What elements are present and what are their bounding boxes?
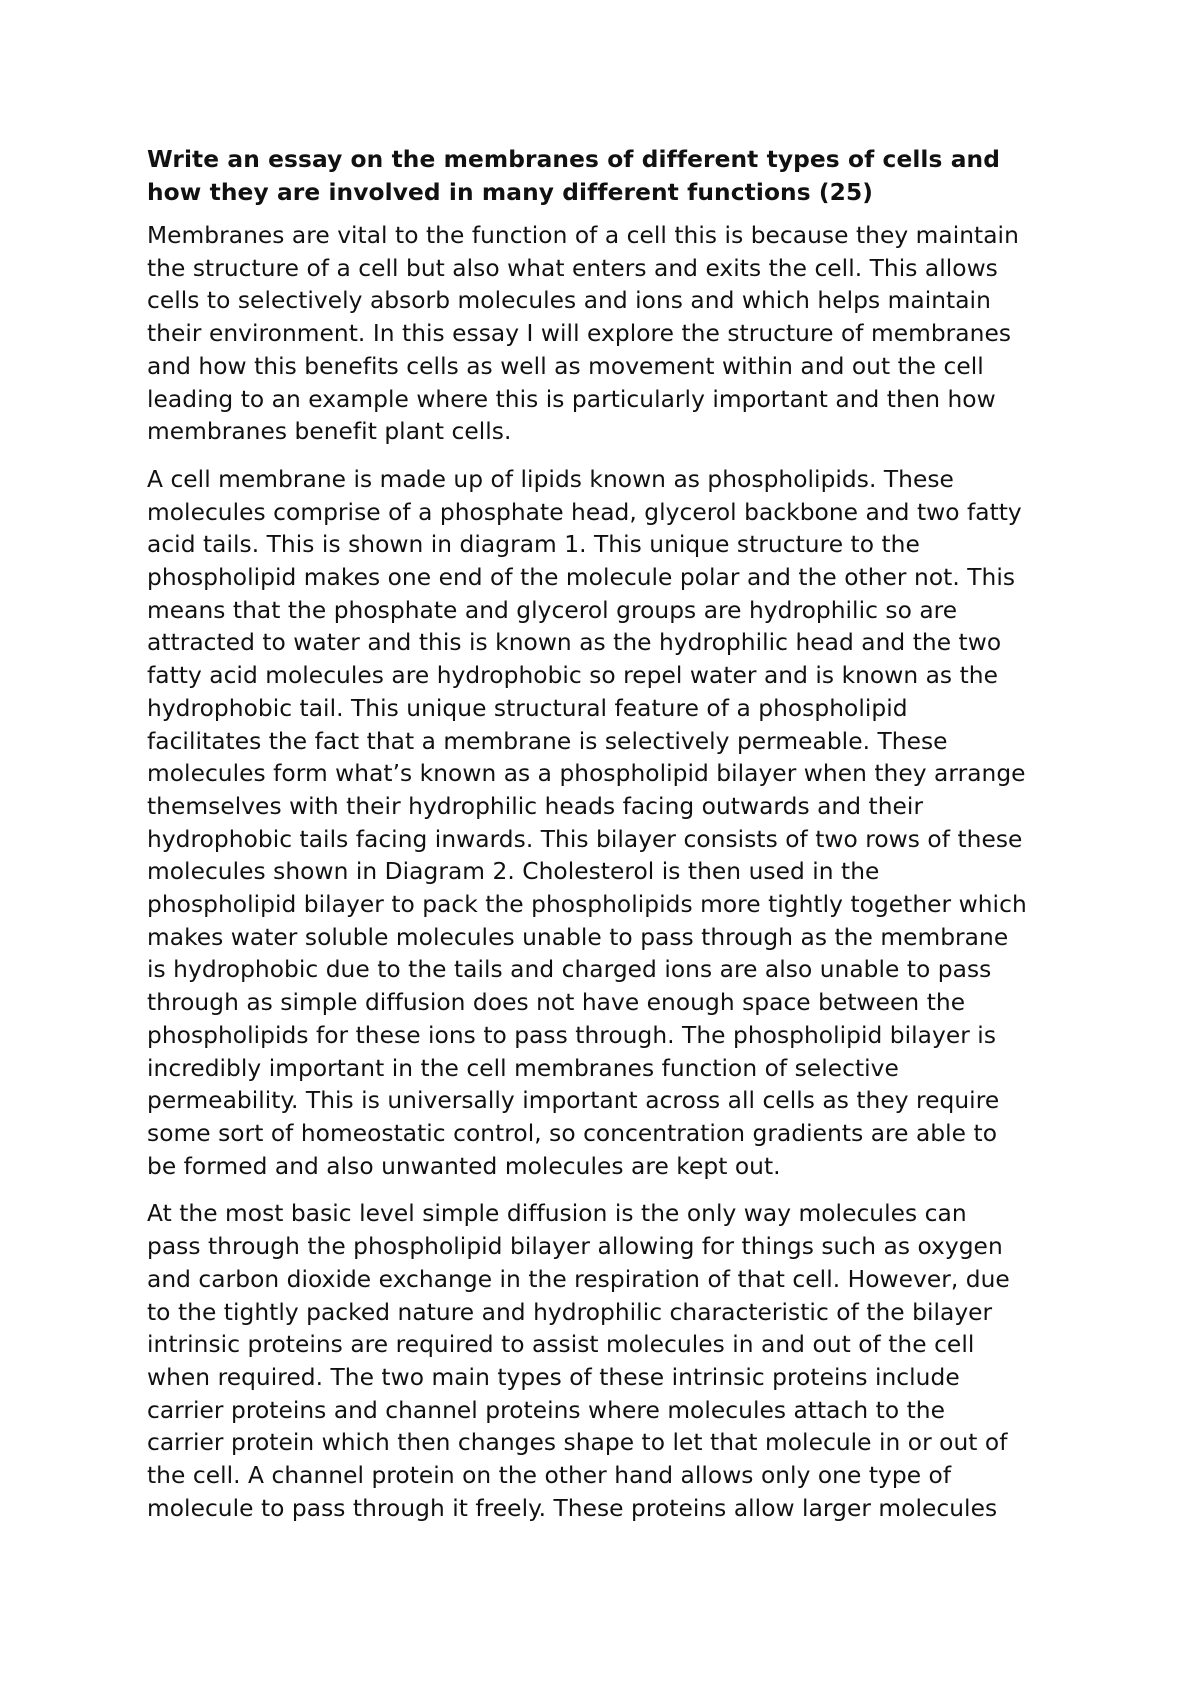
paragraph-diffusion-and-proteins: At the most basic level simple diffusion is the only way molecules can pass through the phospholipid bilayer allowing for things such as oxygen and carbon dioxide exchange in the respiration of that cell. However, due to the tightly packed nature and hydrophilic characteristic of the bilayer intrinsic proteins are required to assist molecules in and out of the cell when required. The two main types of these intrinsic proteins include carrier proteins and channel proteins where molecules attach to the carrier protein which then changes shape to let that molecule in or out of the cell. A channel protein on the other hand allows only one type of molecule to pass through it freely. These proteins allow larger molecules xyxy=(147,1200,1010,1522)
paragraph-cell-membrane-structure: A cell membrane is made up of lipids known as phospholipids. These molecules comprise of a phosphate head, glycerol backbone and two fatty acid tails. This is shown in diagram 1. This unique structure to the phospholipid makes one end of the molecule polar and the other not. This means that the phosphate and glycerol groups are hydrophilic so are attracted to water and this is known as the hydrophilic head and the two fatty acid molecules are hydrophobic so repel water and is known as the hydrophobic tail. This unique structural feature of a phospholipid facilitates the fact that a membrane is selectively permeable. These molecules form what’s known as a phospholipid bilayer when they arrange themselves with their hydrophilic heads facing outwards and their hydrophobic tails facing inwards. This bilayer consists of two rows of these molecules shown in Diagram 2. Cholesterol is then used in the phospholipid bilayer to pack the phospholipids more tightly together which makes water soluble molecules unable to pass through as the membrane is hydrophobic due to the tails and charged ions are also unable to pass through as simple diffusion does not have enough space between the phospholipids for these ions to pass through. The phospholipid bilayer is incredibly important in the cell membranes function of selective permeability. This is universally important across all cells as they require some sort of homeostatic control, so concentration gradients are able to be formed and also unwanted molecules are kept out. xyxy=(147,465,1027,1180)
essay-title: Write an essay on the membranes of different types of cells and how they are involved in many different functions (25) xyxy=(147,146,1000,206)
document-page xyxy=(147,143,1077,1540)
paragraph-introduction: Membranes are vital to the function of a cell this is because they maintain the structure of a cell but also what enters and exits the cell. This allows cells to selectively absorb molecules and ions and which helps maintain their environment. In this essay I will explore the structure of membranes and how this benefits cells as well as movement within and out the cell leading to an example where this is particularly important and then how membranes benefit plant cells. xyxy=(147,222,1019,446)
